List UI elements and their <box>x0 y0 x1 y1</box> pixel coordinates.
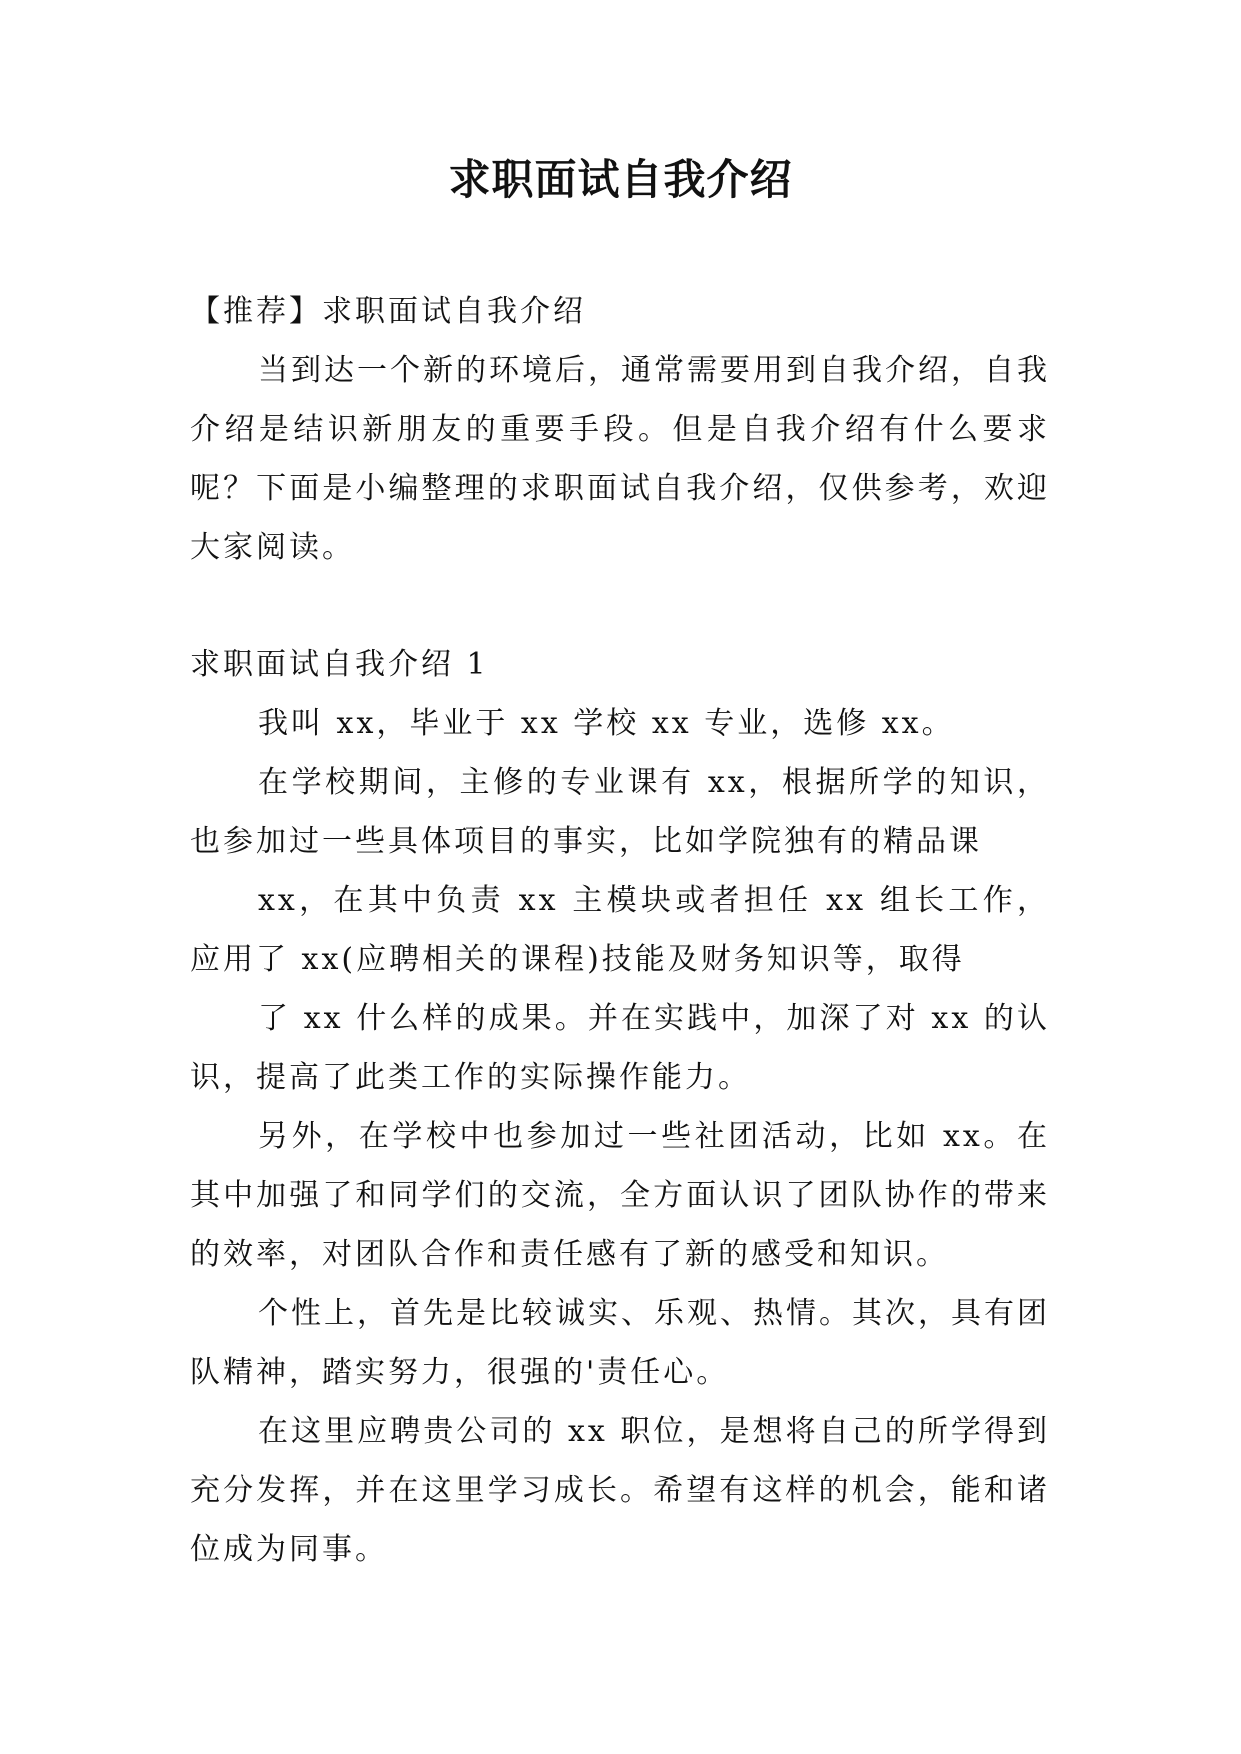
body-paragraph: xx，在其中负责 xx 主模块或者担任 xx 组长工作，应用了 xx(应聘相关的课程)技能及财务知识等，取得 <box>190 883 1050 977</box>
document-title: 求职面试自我介绍 <box>448 155 793 204</box>
body-paragraph: 了 xx 什么样的成果。并在实践中，加深了对 xx 的认识，提高了此类工作的实际操作能力。 <box>190 1001 1050 1095</box>
body-paragraph: 在学校期间，主修的专业课有 xx，根据所学的知识，也参加过一些具体项目的事实，比如学院独有的精品课 <box>190 765 1050 859</box>
section-heading: 求职面试自我介绍 1 <box>190 647 489 682</box>
recommend-line: 【推荐】求职面试自我介绍 <box>190 294 586 329</box>
document-body <box>190 282 1050 1579</box>
body-paragraph: 个性上，首先是比较诚实、乐观、热情。其次，具有团队精神，踏实努力，很强的'责任心。 <box>190 1296 1050 1390</box>
body-paragraph: 另外，在学校中也参加过一些社团活动，比如 xx。在其中加强了和同学们的交流，全方面认识了团队协作的带来的效率，对团队合作和责任感有了新的感受和知识。 <box>190 1119 1050 1272</box>
body-paragraph: 我叫 xx，毕业于 xx 学校 xx 专业，选修 xx。 <box>258 706 955 741</box>
intro-paragraph: 当到达一个新的环境后，通常需要用到自我介绍，自我介绍是结识新朋友的重要手段。但是自我介绍有什么要求呢？下面是小编整理的求职面试自我介绍，仅供参考，欢迎大家阅读。 <box>190 353 1050 565</box>
section-spacer <box>190 577 1050 635</box>
body-paragraph: 在这里应聘贵公司的 xx 职位，是想将自己的所学得到充分发挥，并在这里学习成长。希望有这样的机会，能和诸位成为同事。 <box>190 1414 1050 1567</box>
